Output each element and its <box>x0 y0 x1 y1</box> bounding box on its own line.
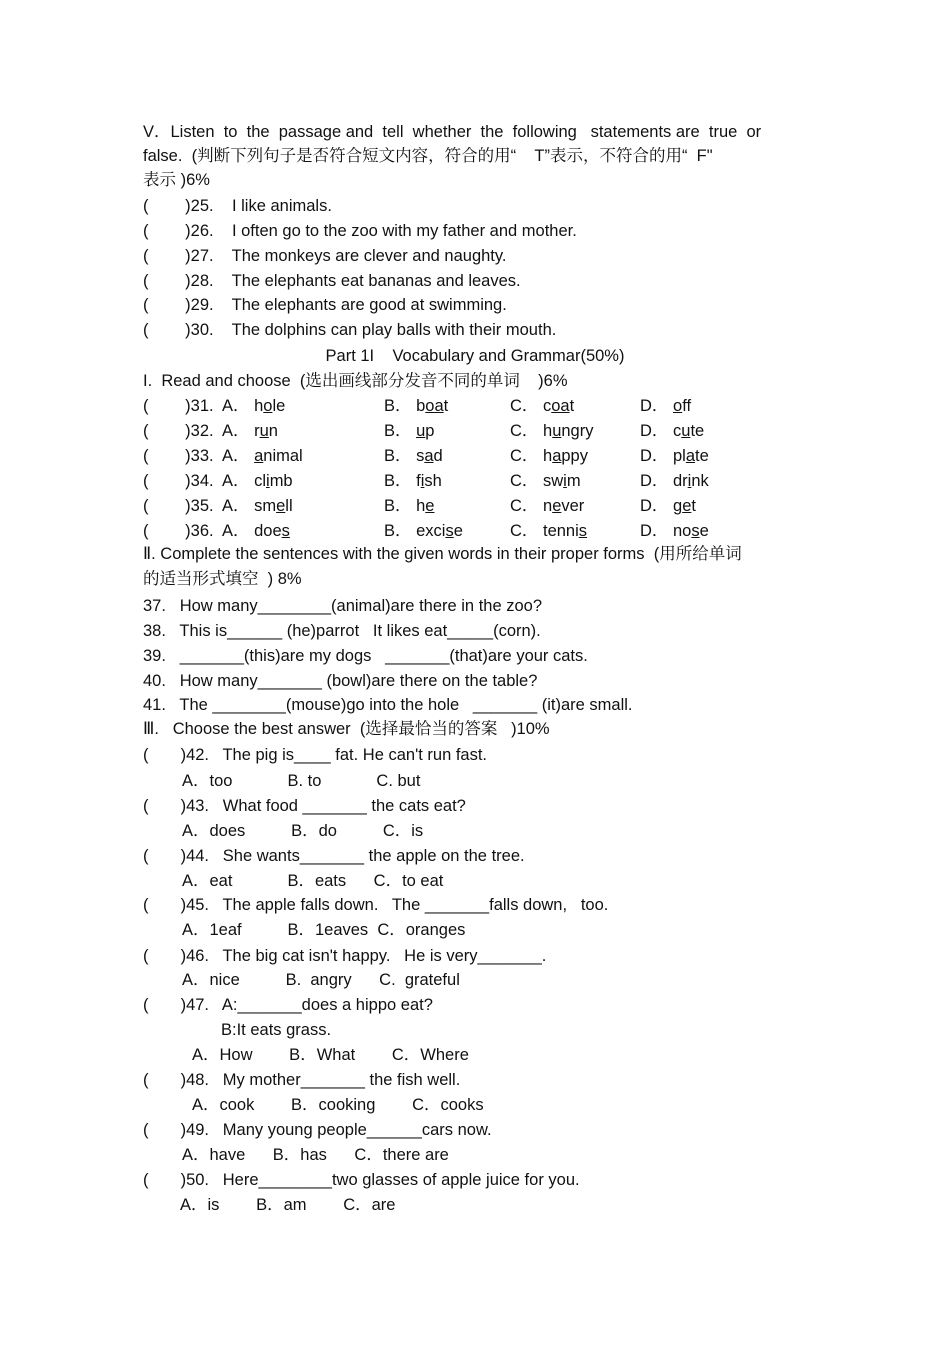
answer-options-49: A．have B．has C．there are <box>182 1146 449 1164</box>
underlined-letters: o <box>263 397 273 415</box>
option-36-c <box>510 521 587 541</box>
question-number: ( )25. <box>143 197 214 215</box>
option-31-a <box>222 396 285 416</box>
option-label: A． <box>222 422 255 440</box>
option-label: B． <box>384 522 417 540</box>
option-label: B． <box>384 447 417 465</box>
underlined-letters: oa <box>425 397 444 415</box>
option-word: does <box>254 522 290 540</box>
option-word: run <box>254 422 278 440</box>
underlined-letters: u <box>681 422 691 440</box>
option-label: B． <box>384 422 417 440</box>
question-27 <box>143 246 507 266</box>
question-43: ( )43. What food _______ the cats eat? <box>143 797 466 815</box>
option-label: D． <box>640 397 673 415</box>
section-2-heading-line2: 的适当形式填空 ) 8% <box>143 570 302 588</box>
option-label: A． <box>222 397 255 415</box>
answer-options-48: A．cook B．cooking C．cooks <box>192 1096 484 1114</box>
underlined-letters: u <box>259 422 269 440</box>
question-28 <box>143 271 521 291</box>
question-34-number: ( )34. <box>143 472 214 490</box>
option-32-b <box>384 421 434 441</box>
question-30 <box>143 320 556 340</box>
option-label: C． <box>510 497 543 515</box>
option-word: never <box>543 497 585 515</box>
option-label: C． <box>510 397 543 415</box>
underlined-letters: a <box>254 447 264 465</box>
question-50: ( )50. Here________two glasses of apple juice for you. <box>143 1171 580 1189</box>
option-word: fish <box>416 472 442 490</box>
question-text: I like animals. <box>231 197 332 215</box>
answer-options-44: A．eat B．eats C．to eat <box>182 872 444 890</box>
option-label: D． <box>640 522 673 540</box>
option-word: smell <box>254 497 293 515</box>
option-word: off <box>673 397 692 415</box>
option-34-d <box>640 471 709 491</box>
option-label: C． <box>510 522 543 540</box>
question-47-dialog: B:It eats grass. <box>221 1021 332 1039</box>
option-word: he <box>416 497 435 515</box>
question-text: The dolphins can play balls with their mouth. <box>231 321 557 339</box>
section-1-heading: I. Read and choose (选出画线部分发音不同的单词 )6% <box>143 372 568 390</box>
underlined-letters: e <box>425 497 435 515</box>
underlined-letters: s <box>445 522 454 540</box>
underlined-letters: e <box>682 497 692 515</box>
option-label: A． <box>222 447 255 465</box>
option-word: animal <box>254 447 303 465</box>
option-word: excise <box>416 522 463 540</box>
option-label: D． <box>640 422 673 440</box>
answer-options-45: A．1eaf B．1eaves C．oranges <box>182 921 466 939</box>
option-34-b <box>384 471 442 491</box>
question-number: ( )28. <box>143 272 214 290</box>
question-text: The monkeys are clever and naughty. <box>231 247 507 265</box>
question-42: ( )42. The pig is____ fat. He can't run fast. <box>143 746 488 764</box>
option-label: D． <box>640 447 673 465</box>
underlined-letters: u <box>416 422 426 440</box>
question-44: ( )44. She wants_______ the apple on the tree. <box>143 847 525 865</box>
option-33-a <box>222 446 303 466</box>
section-v-heading-line1: V．Listen to the passage and tell whether the following statements are true or <box>143 123 762 141</box>
question-45: ( )45. The apple falls down. The _______falls down, too. <box>143 896 609 914</box>
underlined-letters: e <box>276 497 286 515</box>
question-33-number: ( )33. <box>143 447 214 465</box>
underlined-letters: oa <box>551 397 570 415</box>
option-34-c <box>510 471 581 491</box>
question-text: The elephants eat bananas and leaves. <box>231 272 521 290</box>
question-41: 41. The ________(mouse)go into the hole _______ (it)are small. <box>143 696 633 714</box>
option-word: tennis <box>543 522 588 540</box>
option-35-b <box>384 496 434 516</box>
underlined-letters: e <box>552 497 562 515</box>
underlined-letters: i <box>266 472 270 490</box>
question-29 <box>143 295 507 315</box>
option-32-a <box>222 421 278 441</box>
option-label: A． <box>222 497 255 515</box>
underlined-letters: s <box>691 522 700 540</box>
question-31-number: ( )31. <box>143 397 214 415</box>
option-label: B． <box>384 497 417 515</box>
question-32-number: ( )32. <box>143 422 214 440</box>
question-40: 40. How many_______ (bowl)are there on the table? <box>143 672 538 690</box>
option-36-b <box>384 521 463 541</box>
option-word: swim <box>543 472 581 490</box>
section-2-heading-line1: Ⅱ. Complete the sentences with the given words in their proper forms (用所给单词 <box>143 545 742 563</box>
underlined-letters: i <box>563 472 567 490</box>
option-word: sad <box>416 447 443 465</box>
option-label: C． <box>510 422 543 440</box>
option-label: A． <box>222 472 255 490</box>
underlined-letters: i <box>687 472 692 490</box>
option-label: C． <box>510 472 543 490</box>
option-word: hungry <box>543 422 594 440</box>
underlined-letters: o <box>673 397 683 415</box>
option-word: get <box>673 497 696 515</box>
answer-options-42: A．too B. to C. but <box>182 772 421 790</box>
option-33-d <box>640 446 709 466</box>
question-number: ( )27. <box>143 247 214 265</box>
option-word: plate <box>673 447 709 465</box>
option-word: cute <box>673 422 705 440</box>
answer-options-47: A．How B．What C．Where <box>192 1046 469 1064</box>
option-31-d <box>640 396 691 416</box>
question-48: ( )48. My mother_______ the fish well. <box>143 1071 461 1089</box>
question-number: ( )29. <box>143 296 214 314</box>
question-25 <box>143 196 332 216</box>
underlined-letters: a <box>685 447 696 465</box>
question-38: 38. This is______ (he)parrot It likes eat_____(corn). <box>143 622 541 640</box>
section-v-heading-line2: false. (判断下列句子是否符合短文内容，符合的用“ T”表示，不符合的用“ F" <box>143 147 713 165</box>
option-word: climb <box>254 472 293 490</box>
underlined-letters: s <box>578 522 588 540</box>
answer-options-43: A．does B．do C．is <box>182 822 424 840</box>
question-47: ( )47. A:_______does a hippo eat? <box>143 996 433 1014</box>
option-32-c <box>510 421 593 441</box>
option-label: D． <box>640 472 673 490</box>
section-3-heading: Ⅲ. Choose the best answer (选择最恰当的答案 )10% <box>143 720 550 738</box>
question-number: ( )30. <box>143 321 214 339</box>
option-label: B． <box>384 472 417 490</box>
option-word: hole <box>254 397 286 415</box>
question-37: 37. How many________(animal)are there in the zoo? <box>143 597 542 615</box>
question-46: ( )46. The big cat isn't happy. He is very_______. <box>143 947 547 965</box>
underlined-letters: a <box>424 447 434 465</box>
option-34-a <box>222 471 293 491</box>
question-text: The elephants are good at swimming. <box>231 296 507 314</box>
option-35-a <box>222 496 293 516</box>
option-label: C． <box>510 447 543 465</box>
option-33-b <box>384 446 443 466</box>
question-number: ( )26. <box>143 222 214 240</box>
option-word: nose <box>673 522 709 540</box>
option-word: boat <box>416 397 449 415</box>
option-label: B． <box>384 397 417 415</box>
question-text: I often go to the zoo with my father and mother. <box>231 222 577 240</box>
underlined-letters: u <box>552 422 562 440</box>
question-49: ( )49. Many young people______cars now. <box>143 1121 492 1139</box>
underlined-letters: s <box>281 522 290 540</box>
option-label: A． <box>222 522 255 540</box>
question-26 <box>143 221 577 241</box>
option-word: happy <box>543 447 588 465</box>
answer-options-50: A．is B．am C．are <box>180 1196 396 1214</box>
option-35-c <box>510 496 584 516</box>
part2-title: Part 1I Vocabulary and Grammar(50%) <box>325 347 625 365</box>
option-33-c <box>510 446 588 466</box>
question-39: 39. _______(this)are my dogs _______(that)are your cats. <box>143 647 588 665</box>
option-35-d <box>640 496 696 516</box>
option-word: up <box>416 422 435 440</box>
section-v-heading-line3: 表示 )6% <box>143 171 210 189</box>
option-word: drink <box>673 472 709 490</box>
underlined-letters: i <box>420 472 425 490</box>
option-label: D． <box>640 497 673 515</box>
option-31-c <box>510 396 574 416</box>
underlined-letters: a <box>552 447 562 465</box>
option-36-d <box>640 521 709 541</box>
option-31-b <box>384 396 448 416</box>
option-word: coat <box>543 397 575 415</box>
question-36-number: ( )36. <box>143 522 214 540</box>
question-35-number: ( )35. <box>143 497 214 515</box>
option-36-a <box>222 521 290 541</box>
option-32-d <box>640 421 704 441</box>
answer-options-46: A．nice B. angry C. grateful <box>182 971 460 989</box>
